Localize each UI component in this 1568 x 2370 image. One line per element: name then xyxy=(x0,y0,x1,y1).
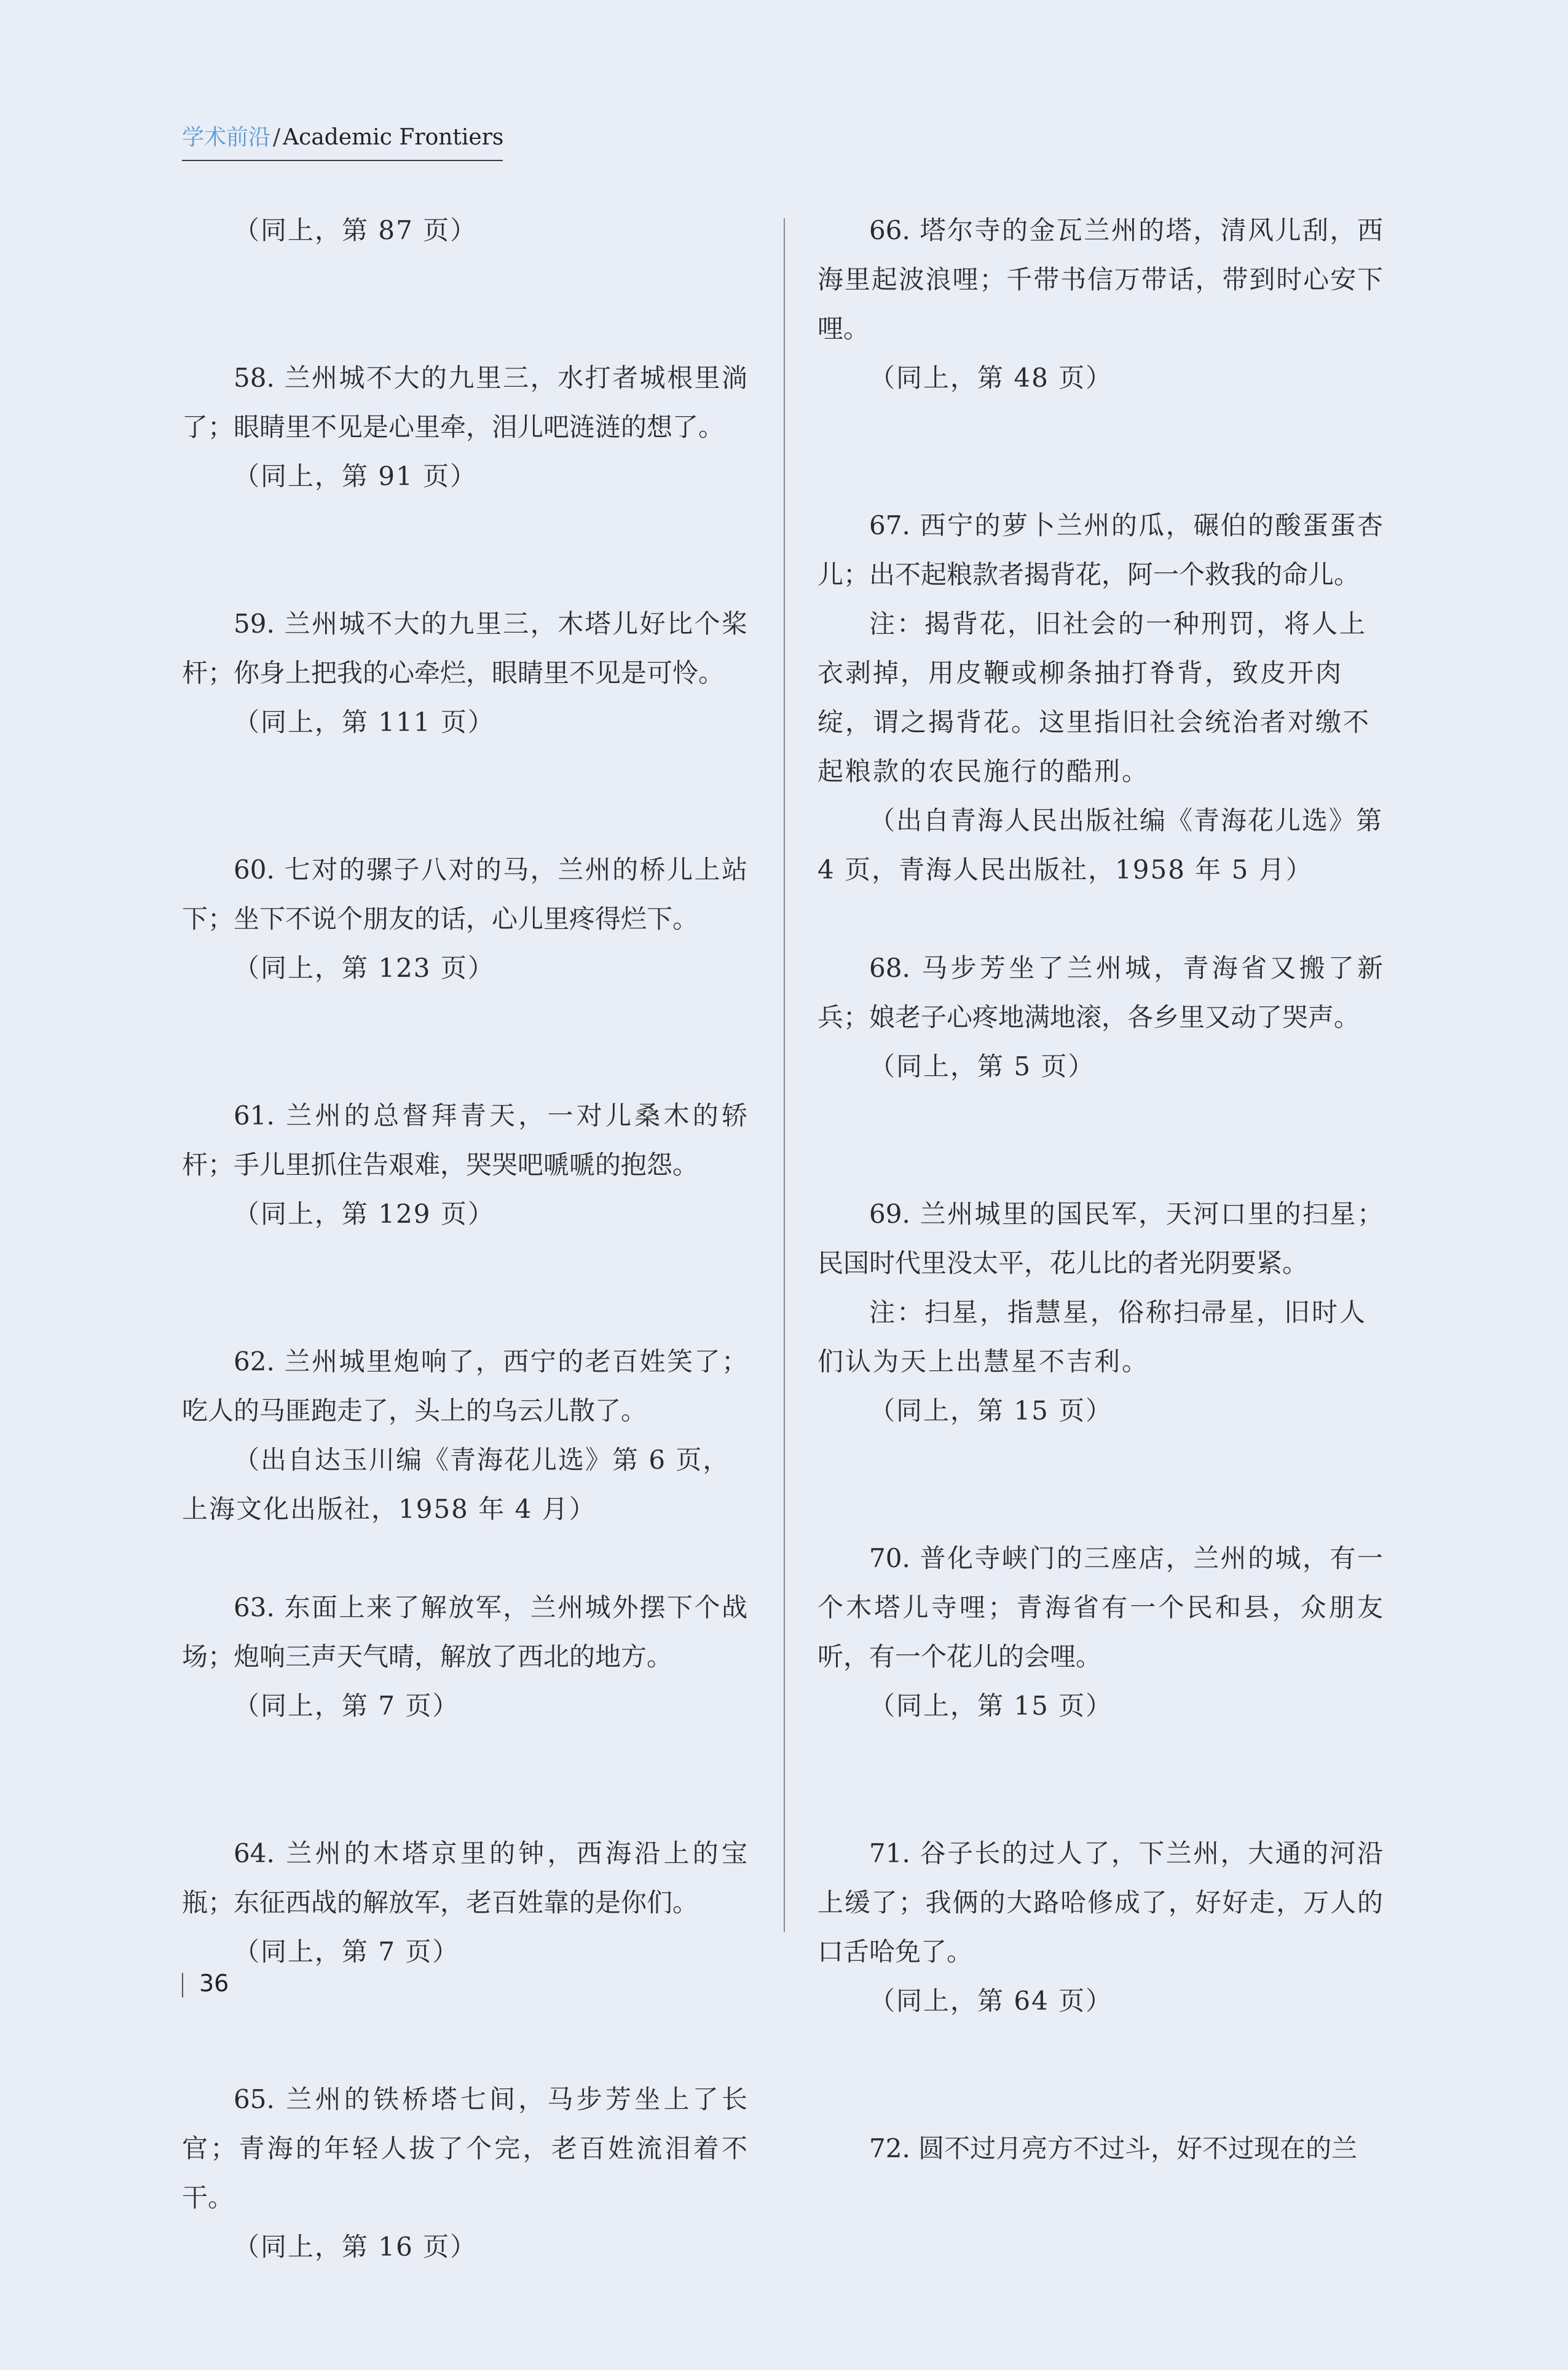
entry-62 xyxy=(182,1337,747,1534)
right-column xyxy=(817,206,1383,2272)
entry-60 xyxy=(182,845,747,993)
entry-source: （同上，第 15 页） xyxy=(869,1691,1113,1721)
entry-text: 62. 兰州城里炮响了，西宁的老百姓笑了；吃人的马匪跑走了，头上的乌云儿散了。 xyxy=(182,1346,747,1426)
left-column xyxy=(182,206,747,2370)
entry-source: （同上，第 123 页） xyxy=(234,953,495,983)
entry-text: 63. 东面上来了解放军，兰州城外摆下个战场；炮响三声天气晴，解放了西北的地方。 xyxy=(182,1592,747,1672)
entry-66 xyxy=(817,206,1383,403)
entry-text: 64. 兰州的木塔京里的钟，西海沿上的宝瓶；东征西战的解放军，老百姓靠的是你们。 xyxy=(182,1838,747,1918)
entry-source: （同上，第 15 页） xyxy=(869,1396,1113,1426)
entry-67 xyxy=(817,501,1383,895)
entry-source: （同上，第 7 页） xyxy=(234,1691,460,1721)
header-section-en: Academic Frontiers xyxy=(283,125,504,150)
entry-text: 71. 谷子长的过人了，下兰州，大通的河沿上缓了；我俩的大路哈修成了，好好走，万人的口舌哈免了。 xyxy=(817,1838,1383,1967)
entry-58 xyxy=(182,354,747,501)
entry-70 xyxy=(817,1534,1383,1731)
entry-57-tail xyxy=(182,206,747,255)
entry-text: 60. 七对的骡子八对的马，兰州的桥儿上站下；坐下不说个朋友的话，心儿里疼得烂下。 xyxy=(182,855,747,934)
entry-64 xyxy=(182,1829,747,1977)
header-separator: / xyxy=(273,125,281,150)
entry-source: （同上，第 87 页） xyxy=(234,215,478,245)
entry-68 xyxy=(817,944,1383,1091)
entry-69 xyxy=(817,1190,1383,1436)
entry-source: （同上，第 48 页） xyxy=(869,363,1113,393)
entry-text: 67. 西宁的萝卜兰州的瓜，碾伯的酸蛋蛋杏儿；出不起粮款者揭背花，阿一个救我的命儿。 xyxy=(817,510,1383,590)
entry-source: （出自达玉川编《青海花儿选》第 6 页，上海文化出版社，1958 年 4 月） xyxy=(182,1445,730,1524)
entry-text: 61. 兰州的总督拜青天，一对儿桑木的轿杆；手儿里抓住告艰难，哭哭吧嗁嗁的抱怨。 xyxy=(182,1100,747,1180)
entry-text: 59. 兰州城不大的九里三，木塔儿好比个桨杆；你身上把我的心牵烂，眼睛里不见是可怜。 xyxy=(182,609,747,688)
entry-63 xyxy=(182,1583,747,1731)
entry-61 xyxy=(182,1091,747,1239)
entry-source: （同上，第 7 页） xyxy=(234,1937,460,1967)
entry-text: 70. 普化寺峡门的三座店，兰州的城，有一个木塔儿寺哩；青海省有一个民和县，众朋友听，有一个花儿的会哩。 xyxy=(817,1543,1383,1672)
entry-text: 69. 兰州城里的国民军，天河口里的扫星；民国时代里没太平，花儿比的者光阴要紧。 xyxy=(817,1199,1383,1278)
column-divider xyxy=(784,218,785,1932)
entry-text: 65. 兰州的铁桥塔七间，马步芳坐上了长官；青海的年轻人拔了个完，老百姓流泪着不干。 xyxy=(182,2084,747,2213)
entry-text: 58. 兰州城不大的九里三，水打者城根里淌了；眼睛里不见是心里牵，泪儿吧涟涟的想了。 xyxy=(182,363,747,442)
entry-source: （出自青海人民出版社编《青海花儿选》第 4 页，青海人民出版社，1958 年 5 月） xyxy=(817,805,1384,885)
entry-source: （同上，第 16 页） xyxy=(234,2232,478,2262)
header-section-cn: 学术前沿 xyxy=(182,125,271,150)
entry-source: （同上，第 5 页） xyxy=(869,1051,1095,1081)
entry-source: （同上，第 111 页） xyxy=(234,707,495,737)
entry-71 xyxy=(817,1829,1383,2026)
entry-note: 注：扫星，指慧星，俗称扫帚星，旧时人们认为天上出慧星不吉利。 xyxy=(817,1297,1368,1377)
entry-65 xyxy=(182,2075,747,2272)
entry-59 xyxy=(182,599,747,747)
running-header xyxy=(182,120,503,161)
entry-text: 66. 塔尔寺的金瓦兰州的塔，清风儿刮，西海里起波浪哩；千带书信万带话，带到时心安下哩。 xyxy=(817,215,1383,344)
page-number-text: 36 xyxy=(199,1970,229,1997)
entry-source: （同上，第 91 页） xyxy=(234,461,478,491)
folio-rule xyxy=(182,1973,183,1997)
entry-text: 72. 圆不过月亮方不过斗，好不过现在的兰 xyxy=(869,2133,1358,2163)
page-number xyxy=(182,1967,229,1999)
entry-note: 注：揭背花，旧社会的一种刑罚，将人上衣剥掉，用皮鞭或柳条抽打脊背，致皮开肉绽，谓之揭背花。这里指旧社会统治者对缴不起粮款的农民施行的酷刑。 xyxy=(817,609,1371,786)
entry-text: 68. 马步芳坐了兰州城，青海省又搬了新兵；娘老子心疼地满地滚，各乡里又动了哭声。 xyxy=(817,953,1383,1032)
entry-source: （同上，第 64 页） xyxy=(869,1986,1113,2016)
entry-source: （同上，第 129 页） xyxy=(234,1199,495,1229)
entry-72 xyxy=(817,2124,1383,2173)
